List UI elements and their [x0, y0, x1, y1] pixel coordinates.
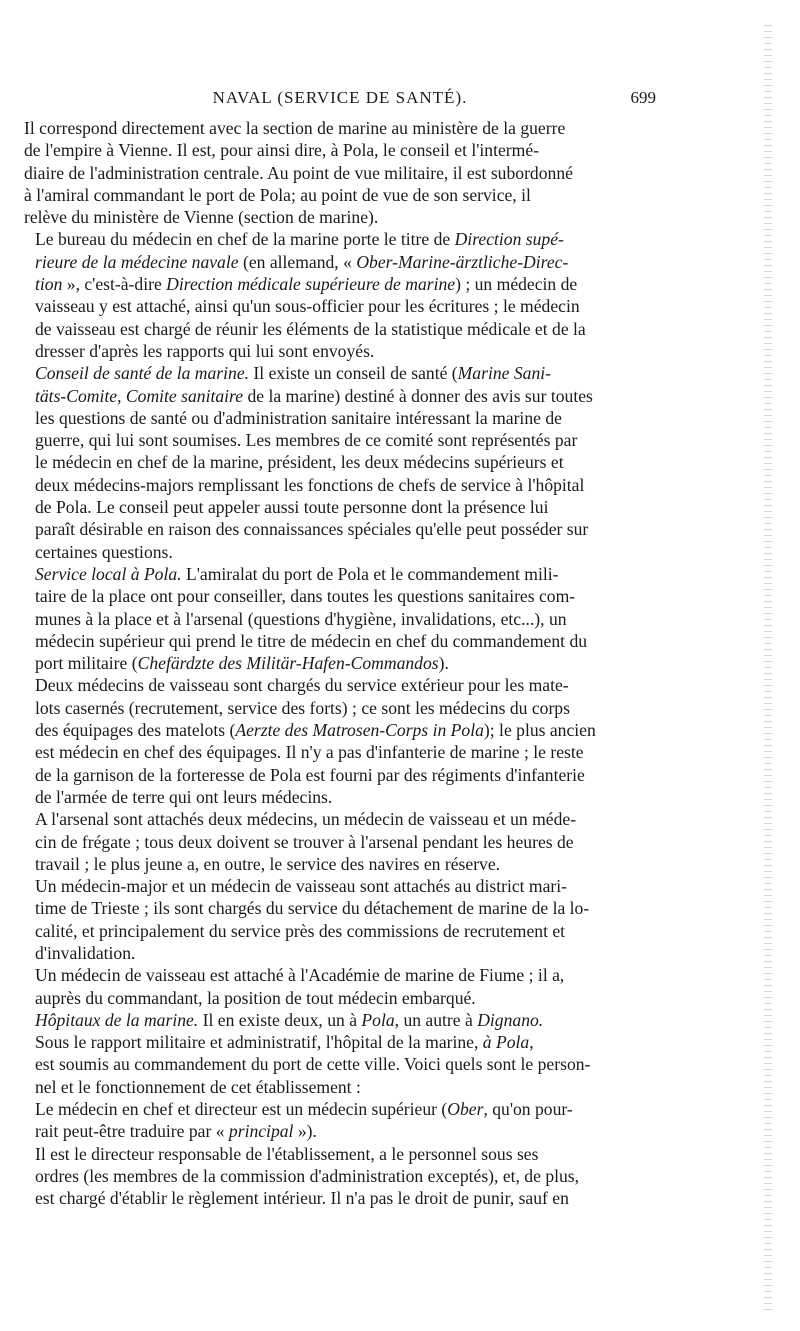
italic-term: Direction supé- [454, 229, 564, 250]
text-line: guerre, qui lui sont soumises. Les membres de ce comité sont représentés par [35, 430, 578, 451]
text-line: munes à la place et à l'arsenal (questions d'hygiène, invalidations, etc...), un [35, 608, 567, 629]
text-line: de l'armée de terre qui ont leurs médecins. [35, 786, 333, 807]
text-line: Le bureau du médecin en chef de la marine porte le titre de Direction supé- [35, 229, 564, 250]
text-line: tion », c'est-à-dire Direction médicale supérieure de marine) ; un médecin de [35, 274, 578, 295]
text-line: est soumis au commandement du port de cette ville. Voici quels sont le person- [35, 1054, 591, 1075]
text-line: cin de frégate ; tous deux doivent se trouver à l'arsenal pendant les heures de [35, 831, 574, 852]
text-line: de la garnison de la forteresse de Pola est fourni par des régiments d'infanterie [35, 764, 585, 785]
italic-term: Chefärdzte des Militär-Hafen-Commandos [137, 653, 439, 674]
paragraph [24, 228, 657, 362]
text-line: Deux médecins de vaisseau sont chargés du service extérieur pour les mate- [35, 675, 569, 696]
text-line: est chargé d'établir le règlement intérieur. Il n'a pas le droit de punir, sauf en [35, 1188, 569, 1209]
text-line: paraît désirable en raison des connaissances spéciales qu'elle peut posséder sur [35, 519, 589, 540]
paragraph [24, 1009, 657, 1098]
text-line: rait peut-être traduire par « principal »). [35, 1121, 317, 1142]
text-line: certaines questions. [35, 541, 173, 562]
paragraph [24, 964, 657, 1009]
text-line: des équipages des matelots (Aerzte des Matrosen-Corps in Pola); le plus ancien [35, 720, 596, 741]
page-number: 699 [630, 88, 656, 107]
italic-term: Aerzte des Matrosen-Corps in Pola [235, 720, 484, 741]
italic-term: rieure de la médecine navale [35, 251, 239, 272]
italic-term: Service local à Pola. [35, 563, 182, 584]
italic-term: tion [35, 274, 63, 295]
scan-margin-marks [764, 25, 772, 1315]
text-line: dresser d'après les rapports qui lui sont envoyés. [35, 340, 375, 361]
text-line: diaire de l'administration centrale. Au point de vue militaire, il est subordonné [24, 162, 573, 183]
italic-term: Comite sanitaire [125, 385, 244, 406]
text-line: Le médecin en chef et directeur est un médecin supérieur (Ober, qu'on pour- [35, 1099, 573, 1120]
italic-term: Ober-Marine-ärztliche-Direc- [356, 251, 569, 272]
paragraph [24, 674, 657, 808]
paragraph [24, 875, 657, 964]
text-line: Un médecin de vaisseau est attaché à l'Académie de marine de Fiume ; il a, [35, 965, 565, 986]
italic-term: Marine Sani- [457, 363, 551, 384]
italic-term: Dignano. [477, 1009, 544, 1030]
text-line: Il correspond directement avec la section de marine au ministère de la guerre [24, 118, 566, 138]
paragraph [24, 117, 657, 228]
text-line: d'invalidation. [35, 942, 136, 963]
text-line: Conseil de santé de la marine. Il existe un conseil de santé (Marine Sani- [35, 363, 551, 384]
text-line: relève du ministère de Vienne (section de marine). [24, 207, 379, 228]
text-line: le médecin en chef de la marine, président, les deux médecins supérieurs et [35, 452, 564, 473]
italic-term: Hôpitaux de la marine. [35, 1009, 199, 1030]
text-line: taire de la place ont pour conseiller, dans toutes les questions sanitaires com- [35, 586, 576, 607]
text-line: Service local à Pola. L'amiralat du port de Pola et le commandement mili- [35, 563, 559, 584]
text-line: ordres (les membres de la commission d'administration exceptés), et, de plus, [35, 1165, 580, 1186]
text-line: time de Trieste ; ils sont chargés du service du détachement de marine de la lo- [35, 898, 590, 919]
text-line: à l'amiral commandant le port de Pola; au point de vue de son service, il [24, 184, 531, 205]
text-line: est médecin en chef des équipages. Il n'y a pas d'infanterie de marine ; le reste [35, 742, 584, 763]
paragraph [24, 1098, 657, 1143]
text-line: les questions de santé ou d'administration sanitaire intéressant la marine de [35, 407, 562, 428]
text-line: de l'empire à Vienne. Il est, pour ainsi dire, à Pola, le conseil et l'intermé- [24, 140, 540, 161]
italic-term: à Pola [482, 1032, 530, 1053]
italic-term: Conseil de santé de la marine. [35, 363, 250, 384]
text-line: Un médecin-major et un médecin de vaisseau sont attachés au district mari- [35, 876, 568, 897]
text-line: Il est le directeur responsable de l'établissement, a le personnel sous ses [35, 1143, 539, 1164]
body-text [24, 117, 657, 1210]
paragraph [24, 563, 657, 674]
italic-term: Pola [361, 1009, 395, 1030]
text-line: travail ; le plus jeune a, en outre, le service des navires en réserve. [35, 853, 501, 874]
text-line: Hôpitaux de la marine. Il en existe deux, un à Pola, un autre à Dignano. [35, 1009, 544, 1030]
text-line: port militaire (Chefärdzte des Militär-Hafen-Commandos). [35, 653, 449, 674]
text-line: auprès du commandant, la position de tout médecin embarqué. [35, 987, 476, 1008]
italic-term: principal [228, 1121, 294, 1142]
italic-term: täts-Comite [35, 385, 118, 406]
page-header [24, 88, 656, 114]
running-head: NAVAL (SERVICE DE SANTÉ). [212, 88, 468, 107]
text-line: médecin supérieur qui prend le titre de médecin en chef du commandement du [35, 630, 588, 651]
text-line: vaisseau y est attaché, ainsi qu'un sous-officier pour les écritures ; le médecin [35, 296, 580, 317]
text-line: Sous le rapport militaire et administratif, l'hôpital de la marine, à Pola, [35, 1032, 534, 1053]
text-line: de vaisseau est chargé de réunir les éléments de la statistique médicale et de la [35, 318, 586, 339]
italic-term: Direction médicale supérieure de marine [166, 274, 456, 295]
text-line: calité, et principalement du service près des commissions de recrutement et [35, 920, 566, 941]
text-line: A l'arsenal sont attachés deux médecins, un médecin de vaisseau et un méde- [35, 809, 577, 830]
paragraph [24, 808, 657, 875]
text-line: lots casernés (recrutement, service des forts) ; ce sont les médecins du corps [35, 697, 570, 718]
paragraph [24, 362, 657, 563]
text-line: de Pola. Le conseil peut appeler aussi toute personne dont la présence lui [35, 497, 549, 518]
text-line: nel et le fonctionnement de cet établissement : [35, 1076, 361, 1097]
text-line: deux médecins-majors remplissant les fonctions de chefs de service à l'hôpital [35, 474, 585, 495]
paragraph [24, 1143, 657, 1210]
text-line: rieure de la médecine navale (en allemand, « Ober-Marine-ärztliche-Direc- [35, 251, 569, 272]
text-line: täts-Comite, Comite sanitaire de la marine) destiné à donner des avis sur toutes [35, 385, 593, 406]
italic-term: Ober [447, 1099, 484, 1120]
